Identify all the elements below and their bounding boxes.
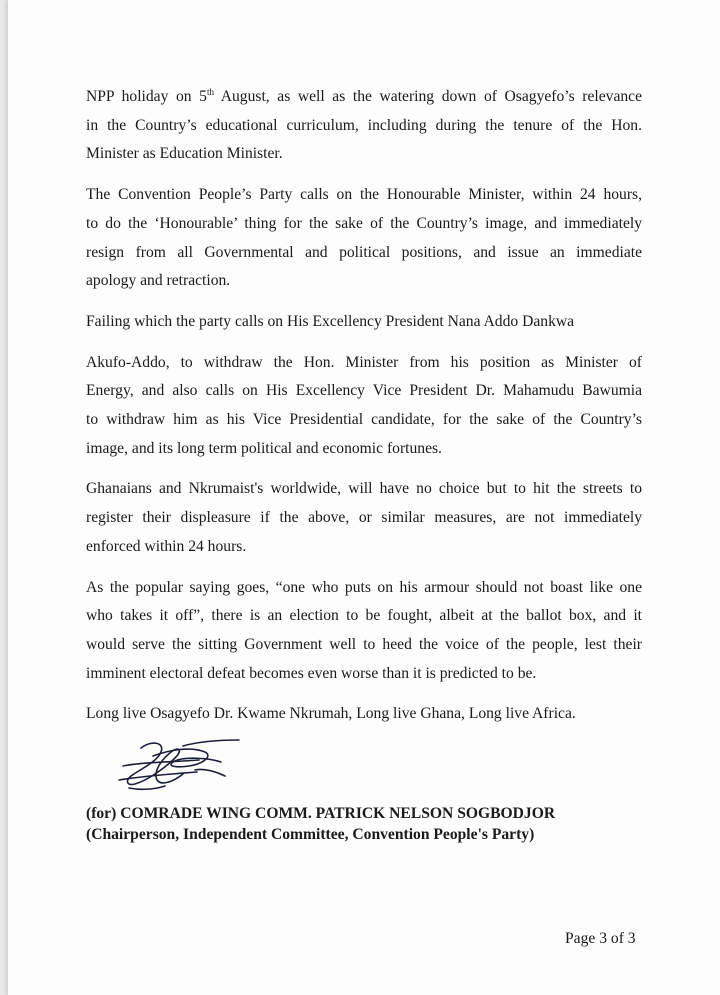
- text-line: NPP holiday on 5th August, as well as the watering down of Osagyefo’s relevance: [86, 86, 643, 105]
- text-line: Failing which the party calls on His Excellency President Nana Addo Dankwa: [86, 312, 575, 330]
- signatory-title: (Chairperson, Independent Committee, Convention People's Party): [86, 826, 535, 843]
- document-page: [8, 0, 720, 995]
- text-line: image, and its long term political and economic fortunes.: [86, 439, 442, 457]
- paragraph: [86, 181, 642, 296]
- text-line: The Convention People’s Party calls on the Honourable Minister, within 24 hours,: [86, 186, 642, 204]
- text-line: Energy, and also calls on His Excellency Vice President Dr. Mahamudu Bawumia: [86, 382, 642, 400]
- text-line: apology and retraction.: [86, 272, 231, 290]
- paragraph: [86, 700, 642, 729]
- text-line: imminent electoral defeat becomes even worse than it is predicted to be.: [86, 664, 537, 682]
- paragraph: [86, 475, 642, 561]
- text-line: in the Country’s educational curriculum, including during the tenure of the Hon.: [86, 116, 642, 134]
- text-line: who takes it off”, there is an election to be fought, albeit at the ballot box, and it: [86, 607, 642, 625]
- text-line: to withdraw him as his Vice Presidential candidate, for the sake of the Country’s: [86, 411, 642, 429]
- paragraph: [86, 574, 642, 689]
- signoff-block: [86, 803, 555, 845]
- text-line: Akufo-Addo, to withdraw the Hon. Minister from his position as Minister of: [86, 353, 642, 371]
- paragraph: [86, 349, 642, 464]
- text-line: As the popular saying goes, “one who puts on his armour should not boast like one: [86, 578, 642, 596]
- text-line: enforced within 24 hours.: [86, 537, 247, 555]
- text-line: register their displeasure if the above, or similar measures, are not immediately: [86, 509, 642, 527]
- handwritten-signature: [113, 736, 243, 796]
- text-line: would serve the sitting Government well to heed the voice of the people, lest their: [86, 635, 642, 653]
- text-line: resign from all Governmental and political positions, and issue an immediate: [86, 243, 642, 261]
- paragraph: [86, 308, 642, 337]
- signatory-name: (for) COMRADE WING COMM. PATRICK NELSON SOGBODJOR: [86, 805, 556, 822]
- paragraph: [86, 83, 642, 169]
- text-line: Minister as Education Minister.: [86, 145, 283, 163]
- text-line: to do the ‘Honourable’ thing for the sake of the Country’s image, and immediately: [86, 214, 642, 232]
- text-line: Ghanaians and Nkrumaist's worldwide, will have no choice but to hit the streets to: [86, 480, 642, 498]
- document-body: [86, 83, 642, 741]
- text-line: Long live Osagyefo Dr. Kwame Nkrumah, Long live Ghana, Long live Africa.: [86, 705, 576, 723]
- page-number: Page 3 of 3: [565, 930, 636, 947]
